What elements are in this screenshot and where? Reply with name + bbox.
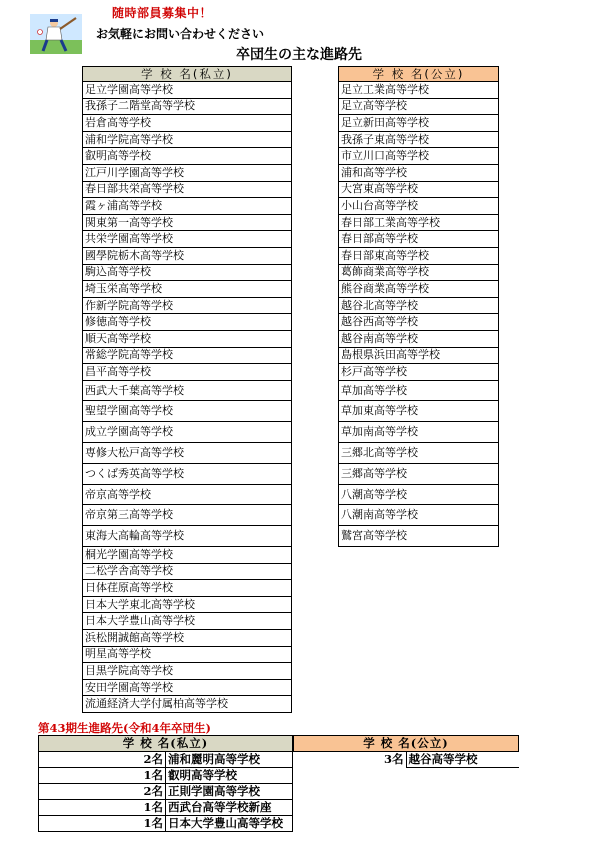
school-name: 越谷高等学校 bbox=[406, 752, 519, 768]
school-name: 春日部共栄高等学校 bbox=[83, 181, 292, 198]
table-row bbox=[339, 314, 499, 331]
table-row bbox=[83, 115, 292, 132]
table-row bbox=[83, 347, 292, 364]
table-row bbox=[339, 247, 499, 264]
table-row bbox=[39, 784, 293, 800]
table-row bbox=[39, 816, 293, 832]
table-row bbox=[339, 380, 499, 401]
school-name: つくば秀英高等学校 bbox=[83, 463, 292, 484]
table-row bbox=[83, 422, 292, 443]
table-row bbox=[83, 401, 292, 422]
student-count: 1名 bbox=[39, 768, 166, 784]
table-row bbox=[83, 505, 292, 526]
student-count: 2名 bbox=[39, 784, 166, 800]
table-row bbox=[83, 98, 292, 115]
table-row bbox=[83, 484, 292, 505]
school-name: 常総学院高等学校 bbox=[83, 347, 292, 364]
student-count: 2名 bbox=[39, 752, 166, 768]
table-row bbox=[83, 526, 292, 547]
school-name: 國學院栃木高等学校 bbox=[83, 247, 292, 264]
school-name: 岩倉高等学校 bbox=[83, 115, 292, 132]
school-name: 八潮高等学校 bbox=[339, 484, 499, 505]
baseball-player-icon bbox=[30, 14, 82, 54]
contact-text: お気軽にお問い合わせください bbox=[96, 27, 265, 41]
table-row bbox=[339, 198, 499, 215]
school-name: 関東第一高等学校 bbox=[83, 214, 292, 231]
school-name: 二松学舎高等学校 bbox=[83, 563, 292, 580]
school-name: 春日部東高等学校 bbox=[339, 247, 499, 264]
school-name: 熊谷商業高等学校 bbox=[339, 281, 499, 298]
table-row bbox=[339, 463, 499, 484]
table-row bbox=[339, 115, 499, 132]
school-name: 成立学園高等学校 bbox=[83, 422, 292, 443]
school-name: 作新学院高等学校 bbox=[83, 297, 292, 314]
school-name: 大宮東高等学校 bbox=[339, 181, 499, 198]
table-row bbox=[339, 148, 499, 165]
school-name: 正則学園高等学校 bbox=[166, 784, 293, 800]
school-name: 我孫子東高等学校 bbox=[339, 131, 499, 148]
student-count: 1名 bbox=[39, 800, 166, 816]
table-row bbox=[339, 526, 499, 547]
school-name: 鷲宮高等学校 bbox=[339, 526, 499, 547]
table-row bbox=[83, 547, 292, 564]
school-name: 日体荏原高等学校 bbox=[83, 580, 292, 597]
table-row bbox=[339, 281, 499, 298]
school-name: 安田学園高等学校 bbox=[83, 679, 292, 696]
generation-private-table bbox=[38, 735, 293, 832]
school-name: 順天高等学校 bbox=[83, 330, 292, 347]
school-name: 浦和学院高等学校 bbox=[83, 131, 292, 148]
school-name: 日本大学豊山高等学校 bbox=[166, 816, 293, 832]
table-row bbox=[83, 696, 292, 713]
school-name: 帝京高等学校 bbox=[83, 484, 292, 505]
school-name: 霞ヶ浦高等学校 bbox=[83, 198, 292, 215]
public-school-table bbox=[338, 66, 499, 547]
school-name: 桐光学園高等学校 bbox=[83, 547, 292, 564]
school-name: 西武大千葉高等学校 bbox=[83, 380, 292, 401]
table-row bbox=[39, 752, 293, 768]
school-name: 足立高等学校 bbox=[339, 98, 499, 115]
table-row bbox=[83, 580, 292, 597]
table-row bbox=[83, 679, 292, 696]
table-row bbox=[83, 231, 292, 248]
table-row bbox=[83, 463, 292, 484]
student-count: 1名 bbox=[39, 816, 166, 832]
school-name: 浦和高等学校 bbox=[339, 164, 499, 181]
table-row bbox=[83, 82, 292, 99]
table-row bbox=[339, 164, 499, 181]
table-row bbox=[83, 264, 292, 281]
school-name: 市立川口高等学校 bbox=[339, 148, 499, 165]
school-name: 越谷西高等学校 bbox=[339, 314, 499, 331]
school-name: 我孫子二階堂高等学校 bbox=[83, 98, 292, 115]
generation-public-heading: 学 校 名(公立) bbox=[294, 736, 519, 752]
table-row bbox=[83, 281, 292, 298]
school-name: 日本大学東北高等学校 bbox=[83, 596, 292, 613]
school-name: 島根県浜田高等学校 bbox=[339, 347, 499, 364]
generation-public-table bbox=[293, 735, 519, 768]
school-name: 浜松開誠館高等学校 bbox=[83, 630, 292, 647]
school-name: 越谷南高等学校 bbox=[339, 330, 499, 347]
table-row bbox=[83, 364, 292, 381]
table-row bbox=[339, 330, 499, 347]
school-name: 共栄学園高等学校 bbox=[83, 231, 292, 248]
table-row bbox=[83, 148, 292, 165]
school-name: 修徳高等学校 bbox=[83, 314, 292, 331]
school-name: 聖望学園高等学校 bbox=[83, 401, 292, 422]
school-name: 帝京第三高等学校 bbox=[83, 505, 292, 526]
table-row bbox=[339, 401, 499, 422]
school-name: 小山台高等学校 bbox=[339, 198, 499, 215]
school-name: 越谷北高等学校 bbox=[339, 297, 499, 314]
school-name: 足立工業高等学校 bbox=[339, 82, 499, 99]
school-name: 足立新田高等学校 bbox=[339, 115, 499, 132]
private-school-table bbox=[82, 66, 292, 713]
school-name: 春日部高等学校 bbox=[339, 231, 499, 248]
school-name: 専修大松戸高等学校 bbox=[83, 443, 292, 464]
table-row bbox=[339, 297, 499, 314]
table-row bbox=[83, 630, 292, 647]
school-name: 三郷高等学校 bbox=[339, 463, 499, 484]
school-name: 浦和麗明高等学校 bbox=[166, 752, 293, 768]
table-row bbox=[83, 443, 292, 464]
table-row bbox=[339, 181, 499, 198]
private-table-heading: 学 校 名(私立) bbox=[83, 67, 292, 82]
table-row bbox=[339, 264, 499, 281]
table-row bbox=[339, 505, 499, 526]
table-row bbox=[339, 214, 499, 231]
table-row bbox=[83, 198, 292, 215]
generation-title: 第43期生進路先(令和4年卒団生) bbox=[38, 721, 211, 735]
school-name: 叡明高等学校 bbox=[166, 768, 293, 784]
table-row bbox=[83, 297, 292, 314]
table-row bbox=[339, 443, 499, 464]
table-row bbox=[83, 596, 292, 613]
student-count: 3名 bbox=[383, 752, 404, 767]
school-name: 八潮南高等学校 bbox=[339, 505, 499, 526]
recruit-banner: 随時部員募集中！ bbox=[112, 6, 213, 20]
school-name: 明星高等学校 bbox=[83, 646, 292, 663]
school-name: 日本大学豊山高等学校 bbox=[83, 613, 292, 630]
table-row bbox=[39, 768, 293, 784]
table-row bbox=[83, 646, 292, 663]
table-row bbox=[83, 164, 292, 181]
page-title: 卒団生の主な進路先 bbox=[236, 47, 362, 63]
table-row bbox=[83, 247, 292, 264]
school-name: 葛飾商業高等学校 bbox=[339, 264, 499, 281]
school-name: 流通経済大学付属柏高等学校 bbox=[83, 696, 292, 713]
table-row bbox=[83, 214, 292, 231]
table-row bbox=[83, 314, 292, 331]
table-row bbox=[339, 231, 499, 248]
school-name: 叡明高等学校 bbox=[83, 148, 292, 165]
table-row bbox=[339, 98, 499, 115]
table-row bbox=[294, 752, 519, 768]
table-row bbox=[339, 484, 499, 505]
school-name: 東海大高輪高等学校 bbox=[83, 526, 292, 547]
school-name: 江戸川学園高等学校 bbox=[83, 164, 292, 181]
table-row bbox=[339, 82, 499, 99]
table-row bbox=[83, 380, 292, 401]
school-name: 草加南高等学校 bbox=[339, 422, 499, 443]
school-name: 目黒学院高等学校 bbox=[83, 663, 292, 680]
school-name: 三郷北高等学校 bbox=[339, 443, 499, 464]
school-name: 駒込高等学校 bbox=[83, 264, 292, 281]
school-name: 西武台高等学校新座 bbox=[166, 800, 293, 816]
table-row bbox=[339, 422, 499, 443]
school-name: 草加東高等学校 bbox=[339, 401, 499, 422]
school-name: 春日部工業高等学校 bbox=[339, 214, 499, 231]
school-name: 草加高等学校 bbox=[339, 380, 499, 401]
table-row bbox=[339, 347, 499, 364]
school-name: 杉戸高等学校 bbox=[339, 364, 499, 381]
table-row bbox=[339, 364, 499, 381]
generation-private-heading: 学 校 名(私立) bbox=[39, 736, 293, 752]
school-name: 昌平高等学校 bbox=[83, 364, 292, 381]
table-row bbox=[39, 800, 293, 816]
table-row bbox=[339, 131, 499, 148]
table-row bbox=[83, 131, 292, 148]
school-name: 埼玉栄高等学校 bbox=[83, 281, 292, 298]
school-name: 足立学園高等学校 bbox=[83, 82, 292, 99]
table-row bbox=[83, 563, 292, 580]
table-row bbox=[83, 330, 292, 347]
table-row bbox=[83, 613, 292, 630]
public-table-heading: 学 校 名(公立) bbox=[339, 67, 499, 82]
table-row bbox=[83, 181, 292, 198]
table-row bbox=[83, 663, 292, 680]
